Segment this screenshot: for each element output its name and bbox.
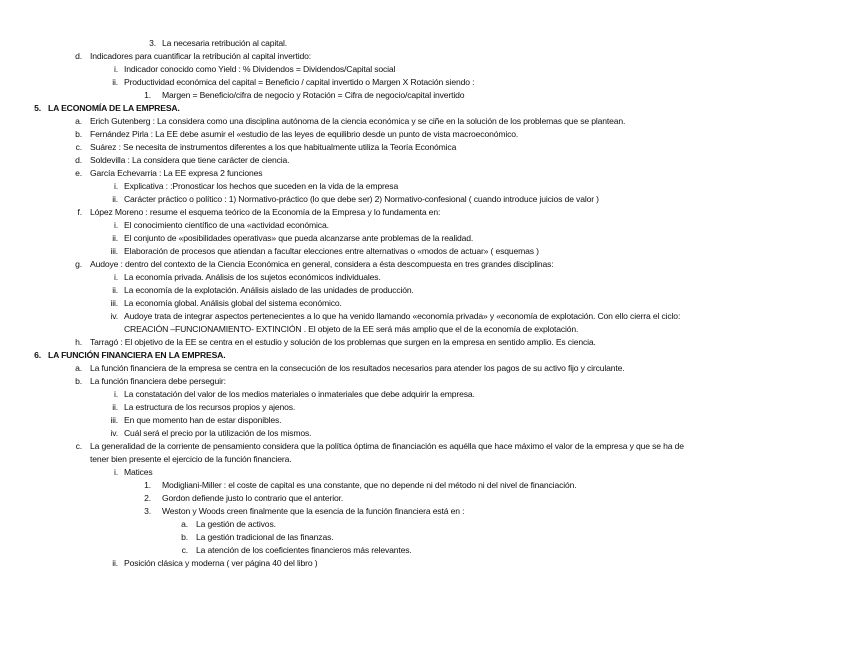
list-item-text: La economía privada. Análisis de los sujetos económicos individuales. (124, 272, 381, 282)
list-marker: ii. (112, 558, 118, 568)
list-marker: i. (114, 220, 118, 230)
list-marker: iii. (110, 246, 118, 256)
list-item-text: La estructura de los recursos propios y ajenos. (124, 402, 296, 412)
list-marker: 3. (144, 506, 151, 516)
list-marker: 3. (149, 38, 156, 48)
list-item-text: La necesaria retribución al capital. (162, 38, 288, 48)
list-marker: c. (181, 545, 188, 555)
list-item-text: Audoye : dentro del contexto de la Ciencia Económica en general, considera a ésta descompuesta en tres grandes disciplinas: (90, 259, 554, 269)
list-marker: b. (75, 129, 82, 139)
list-item-text: Suárez : Se necesita de instrumentos diferentes a los que habitualmente utiliza la Teoría Económica (90, 142, 457, 152)
list-marker: a. (75, 363, 82, 373)
list-marker: 1. (144, 480, 151, 490)
list-item-text: La economía de la explotación. Análisis aislado de las unidades de producción. (124, 285, 414, 295)
list-marker: b. (181, 532, 188, 542)
list-item-text: Soldevilla : La considera que tiene carácter de ciencia. (90, 155, 290, 165)
list-item-text: La atención de los coeficientes financieros más relevantes. (196, 545, 412, 555)
list-marker: ii. (112, 402, 118, 412)
list-item-text: La economía global. Análisis global del sistema económico. (124, 298, 342, 308)
list-marker: 5. (34, 103, 41, 113)
list-marker: c. (75, 142, 82, 152)
list-item-text: Tarragó : El objetivo de la EE se centra en el estudio y solución de los problemas que surgen en la empresa en sentido amplio. Es ciencia. (90, 337, 596, 347)
list-marker: b. (75, 376, 82, 386)
list-marker: ii. (112, 194, 118, 204)
list-item-text: La gestión de activos. (196, 519, 276, 529)
list-item-text: La función financiera debe perseguir: (90, 376, 226, 386)
list-marker: c. (75, 441, 82, 451)
list-marker: ii. (112, 285, 118, 295)
list-marker: ii. (112, 77, 118, 87)
list-item-text: El conjunto de «posibilidades operativas» que pueda alcanzarse ante problemas de la realidad. (124, 233, 474, 243)
list-marker: 6. (34, 350, 41, 360)
list-item-text: LA ECONOMÍA DE LA EMPRESA. (48, 103, 180, 113)
list-marker: a. (75, 116, 82, 126)
list-marker: d. (75, 155, 82, 165)
list-item-text: López Moreno : resume el esquema teórico de la Economía de la Empresa y lo fundamenta en: (90, 207, 441, 217)
list-marker: i. (114, 272, 118, 282)
list-item-text: La generalidad de la corriente de pensamiento considera que la política óptima de financiación es aquélla que hace máximo el valor de la empresa y que se ha de (90, 441, 684, 451)
list-item-text: CREACIÓN –FUNCIONAMIENTO- EXTINCIÓN . El objeto de la EE será más amplio que el de la economía de explotación. (124, 324, 579, 334)
list-marker: iii. (110, 415, 118, 425)
list-item-text: Modigliani-Miller : el coste de capital es una constante, que no depende ni del método ni del nivel de financiación. (162, 480, 577, 490)
list-item-text: La función financiera de la empresa se centra en la consecución de los resultados necesarios para atender los pagos de su activo fijo y circulante. (90, 363, 625, 373)
list-item-text: La constatación del valor de los medios materiales o inmateriales que debe adquirir la empresa. (124, 389, 475, 399)
list-item-text: Indicador conocido como Yield : % Dividendos = Dividendos/Capital social (124, 64, 396, 74)
list-item-text: LA FUNCIÓN FINANCIERA EN LA EMPRESA. (48, 350, 226, 360)
list-item-text: En que momento han de estar disponibles. (124, 415, 282, 425)
list-item-text: La gestión tradicional de las finanzas. (196, 532, 334, 542)
list-marker: i. (114, 389, 118, 399)
list-marker: i. (114, 181, 118, 191)
list-item-text: Posición clásica y moderna ( ver página 40 del libro ) (124, 558, 318, 568)
list-item-text: tener bien presente el ejercicio de la función financiera. (90, 454, 292, 464)
list-marker: f. (77, 207, 82, 217)
list-item-text: Audoye trata de integrar aspectos pertenecientes a lo que ha venido llamando «economía privada» y «economía de explotación. Con ello cierra el ciclo: (124, 311, 681, 321)
list-item-text: Carácter práctico o político : 1) Normativo-práctico (lo que debe ser) 2) Normativo-confesional ( cuando introduce juicios de valor ) (124, 194, 599, 204)
list-item-text: Matices (124, 467, 153, 477)
list-marker: g. (75, 259, 82, 269)
list-marker: a. (181, 519, 188, 529)
list-marker: i. (114, 467, 118, 477)
list-item-text: Fernández Pirla : La EE debe asumir el «estudio de las leyes de equilibrio desde un punto de vista macroeconómico. (90, 129, 519, 139)
list-item-text: Gordon defiende justo lo contrario que el anterior. (162, 493, 344, 503)
list-marker: iii. (110, 298, 118, 308)
list-item-text: Weston y Woods creen finalmente que la esencia de la función financiera está en : (162, 506, 465, 516)
list-marker: 2. (144, 493, 151, 503)
list-marker: e. (75, 168, 82, 178)
list-item-text: Indicadores para cuantificar la retribución al capital invertido: (90, 51, 311, 61)
list-item-text: El conocimiento científico de una «actividad económica. (124, 220, 329, 230)
list-marker: d. (75, 51, 82, 61)
list-item-text: Productividad económica del capital = Beneficio / capital invertido o Margen X Rotación siendo : (124, 77, 475, 87)
list-item-text: García Echevarria : La EE expresa 2 funciones (90, 168, 263, 178)
list-marker: 1. (144, 90, 151, 100)
list-item-text: Erich Gutenberg : La considera como una disciplina autónoma de la ciencia económica y se ciñe en la solución de los problemas que se plantean. (90, 116, 626, 126)
list-item-text: Margen = Beneficio/cifra de negocio y Rotación = Cifra de negocio/capital invertido (162, 90, 465, 100)
list-marker: iv. (110, 428, 118, 438)
list-item-text: Cuál será el precio por la utilización de los mismos. (124, 428, 312, 438)
list-item-text: Explicativa : :Pronosticar los hechos que suceden en la vida de la empresa (124, 181, 399, 191)
list-marker: ii. (112, 233, 118, 243)
list-marker: h. (75, 337, 82, 347)
list-marker: iv. (110, 311, 118, 321)
list-item-text: Elaboración de procesos que atiendan a facultar elecciones entre alternativas o «modos de actuar» ( esquemas ) (124, 246, 539, 256)
list-marker: i. (114, 64, 118, 74)
